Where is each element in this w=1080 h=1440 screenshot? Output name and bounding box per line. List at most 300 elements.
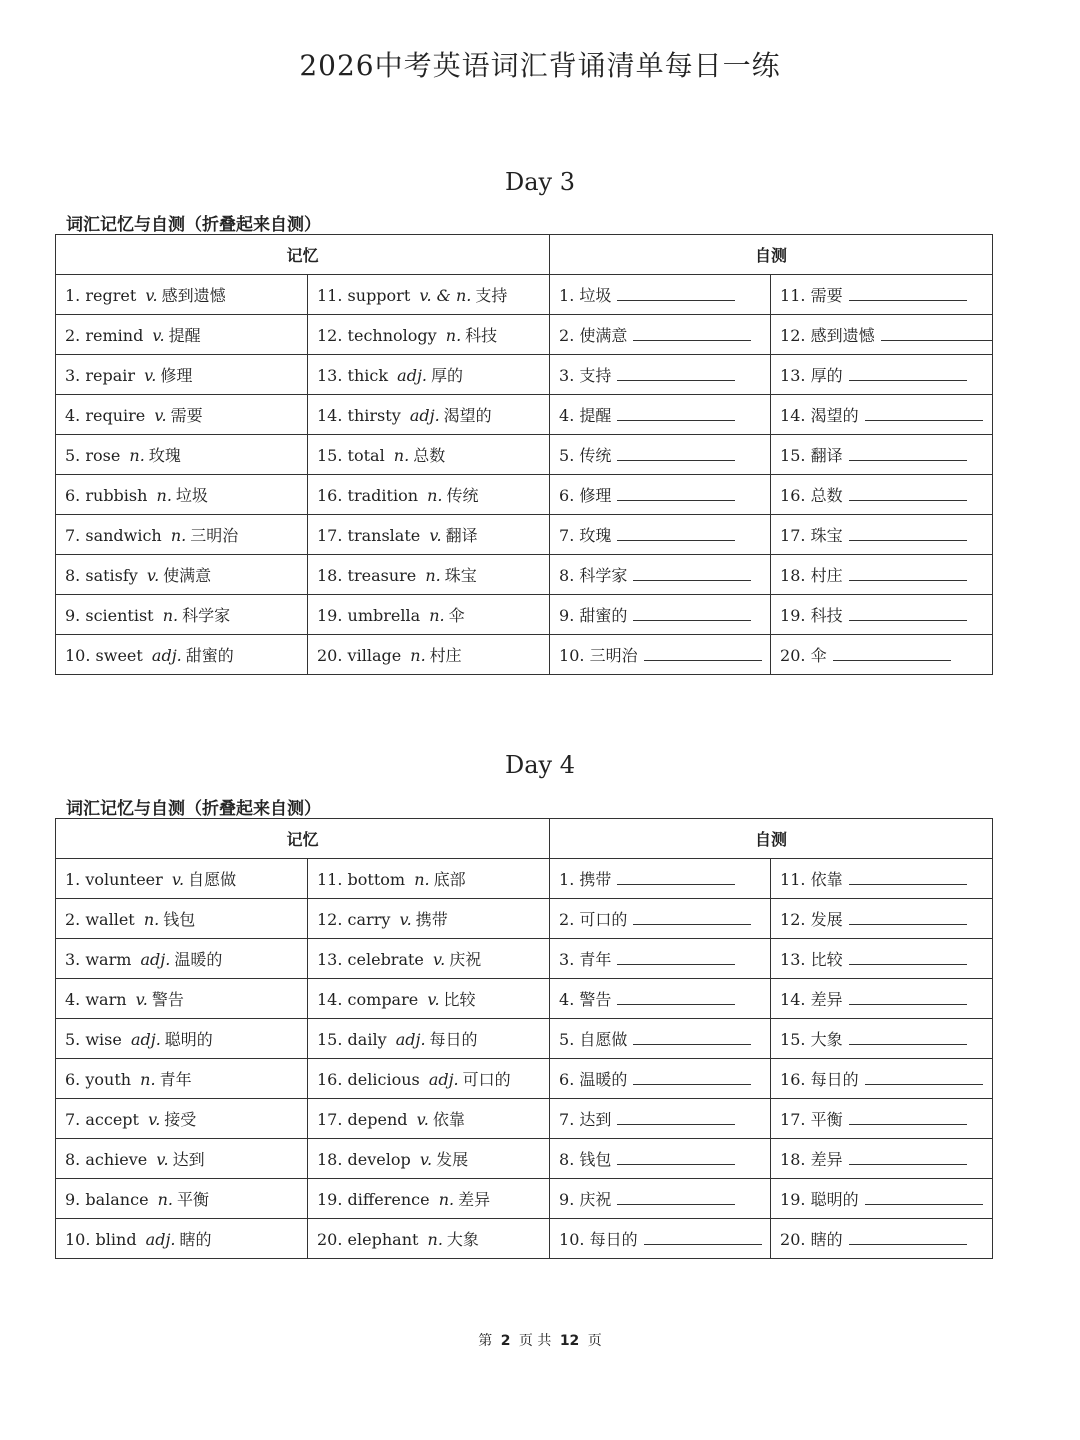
item-number: 14.	[317, 990, 343, 1009]
english-word: carry	[347, 910, 391, 929]
answer-blank[interactable]	[849, 1150, 967, 1165]
item-number: 8.	[559, 1150, 575, 1169]
item-number: 16.	[780, 486, 806, 505]
chinese-meaning: 底部	[433, 870, 466, 889]
footer-page-number: 2	[500, 1333, 511, 1349]
table-row	[56, 275, 993, 315]
item-number: 7.	[65, 1110, 81, 1129]
chinese-prompt: 携带	[579, 870, 612, 889]
chinese-meaning: 修理	[160, 366, 193, 385]
part-of-speech: n.	[445, 326, 462, 345]
english-word: total	[347, 446, 385, 465]
answer-blank[interactable]	[865, 406, 983, 421]
self-test-cell	[550, 1219, 771, 1259]
english-word: technology	[347, 326, 437, 345]
item-number: 18.	[780, 1150, 806, 1169]
memory-cell	[56, 1219, 308, 1259]
answer-blank[interactable]	[617, 950, 735, 965]
item-number: 13.	[780, 366, 806, 385]
self-test-cell	[771, 355, 993, 395]
part-of-speech: n.	[429, 606, 445, 625]
part-of-speech: v.	[148, 1110, 161, 1129]
answer-blank[interactable]	[849, 486, 967, 501]
item-number: 18.	[780, 566, 806, 585]
answer-blank[interactable]	[849, 526, 967, 541]
chinese-prompt: 感到遗憾	[810, 326, 875, 345]
part-of-speech: n.	[162, 606, 179, 625]
item-number: 9.	[65, 1190, 81, 1209]
memory-cell	[308, 475, 550, 515]
part-of-speech: v.	[135, 990, 148, 1009]
chinese-meaning: 传统	[446, 486, 479, 505]
chinese-meaning: 村庄	[429, 646, 462, 665]
english-word: bottom	[347, 870, 406, 889]
chinese-prompt: 需要	[810, 286, 843, 305]
part-of-speech: v.	[399, 910, 412, 929]
chinese-prompt: 使满意	[579, 326, 628, 345]
memory-cell	[308, 555, 550, 595]
chinese-meaning: 甜蜜的	[185, 646, 234, 665]
self-test-cell	[771, 1019, 993, 1059]
item-number: 3.	[559, 950, 575, 969]
item-number: 17.	[780, 526, 806, 545]
answer-blank[interactable]	[633, 1030, 751, 1045]
english-word: remind	[85, 326, 144, 345]
item-number: 10.	[559, 646, 585, 665]
item-number: 4.	[559, 990, 575, 1009]
self-test-cell	[550, 395, 771, 435]
chinese-meaning: 需要	[170, 406, 203, 425]
part-of-speech: n.	[414, 870, 430, 889]
self-test-cell	[771, 1179, 993, 1219]
answer-blank[interactable]	[617, 1110, 735, 1125]
self-test-cell	[771, 475, 993, 515]
item-number: 17.	[317, 1110, 343, 1129]
item-number: 7.	[559, 1110, 575, 1129]
answer-blank[interactable]	[633, 910, 751, 925]
chinese-meaning: 差异	[458, 1190, 491, 1209]
table-row	[56, 1219, 993, 1259]
memory-cell	[308, 939, 550, 979]
chinese-meaning: 使满意	[163, 566, 212, 585]
english-word: rubbish	[85, 486, 148, 505]
item-number: 20.	[317, 646, 343, 665]
item-number: 12.	[780, 326, 806, 345]
item-number: 13.	[317, 950, 343, 969]
item-number: 20.	[317, 1230, 343, 1249]
memory-cell	[56, 475, 308, 515]
chinese-meaning: 警告	[151, 990, 184, 1009]
memory-cell	[56, 1059, 308, 1099]
answer-blank[interactable]	[865, 1070, 983, 1085]
chinese-meaning: 科学家	[182, 606, 231, 625]
chinese-prompt: 三明治	[589, 646, 638, 665]
self-test-cell	[550, 1099, 771, 1139]
english-word: blind	[95, 1230, 137, 1249]
chinese-meaning: 科技	[465, 326, 498, 345]
self-test-cell	[550, 595, 771, 635]
self-test-cell	[550, 1179, 771, 1219]
english-word: treasure	[347, 566, 417, 585]
chinese-prompt: 玫瑰	[579, 526, 612, 545]
item-number: 2.	[65, 910, 81, 929]
english-word: develop	[347, 1150, 411, 1169]
item-number: 13.	[317, 366, 343, 385]
item-number: 4.	[65, 990, 81, 1009]
item-number: 9.	[65, 606, 81, 625]
item-number: 1.	[559, 286, 575, 305]
chinese-prompt: 村庄	[810, 566, 843, 585]
chinese-prompt: 翻译	[810, 446, 843, 465]
item-number: 11.	[780, 286, 806, 305]
table-row	[56, 1019, 993, 1059]
chinese-meaning: 翻译	[445, 526, 478, 545]
part-of-speech: n.	[170, 526, 187, 545]
memory-cell	[56, 315, 308, 355]
self-test-cell	[550, 315, 771, 355]
item-number: 17.	[317, 526, 343, 545]
chinese-prompt: 达到	[579, 1110, 612, 1129]
chinese-meaning: 青年	[159, 1070, 192, 1089]
chinese-prompt: 厚的	[810, 366, 843, 385]
chinese-meaning: 每日的	[429, 1030, 478, 1049]
item-number: 12.	[780, 910, 806, 929]
self-test-cell	[771, 859, 993, 899]
chinese-prompt: 每日的	[810, 1070, 859, 1089]
part-of-speech: v.	[144, 366, 157, 385]
item-number: 19.	[780, 606, 806, 625]
english-word: balance	[85, 1190, 149, 1209]
self-test-cell	[771, 275, 993, 315]
memory-cell	[56, 1099, 308, 1139]
answer-blank[interactable]	[633, 566, 751, 581]
memory-cell	[308, 635, 550, 675]
chinese-prompt: 差异	[810, 1150, 843, 1169]
answer-blank[interactable]	[617, 406, 735, 421]
table-row	[56, 315, 993, 355]
self-test-cell	[550, 555, 771, 595]
item-number: 16.	[317, 1070, 343, 1089]
item-number: 2.	[559, 910, 575, 929]
memory-cell	[308, 395, 550, 435]
table-row	[56, 859, 993, 899]
memory-cell	[308, 1179, 550, 1219]
part-of-speech: adj.	[409, 406, 440, 425]
self-test-cell	[771, 315, 993, 355]
chinese-meaning: 可口的	[462, 1070, 511, 1089]
memory-cell	[56, 1139, 308, 1179]
self-test-cell	[771, 435, 993, 475]
chinese-meaning: 伞	[448, 606, 465, 625]
chinese-prompt: 总数	[810, 486, 843, 505]
memory-cell	[308, 1019, 550, 1059]
english-word: daily	[347, 1030, 387, 1049]
page-footer	[0, 1330, 1080, 1350]
chinese-prompt: 青年	[579, 950, 612, 969]
answer-blank[interactable]	[617, 446, 735, 461]
chinese-prompt: 提醒	[579, 406, 612, 425]
part-of-speech: n.	[143, 910, 160, 929]
column-header-memory: 记忆	[56, 235, 550, 275]
answer-blank[interactable]	[617, 286, 735, 301]
item-number: 15.	[780, 1030, 806, 1049]
english-word: repair	[85, 366, 136, 385]
day-heading: Day 3	[504, 168, 575, 196]
item-number: 11.	[780, 870, 806, 889]
part-of-speech: adj.	[130, 1030, 161, 1049]
document-title: 2026中考英语词汇背诵清单每日一练	[299, 49, 781, 82]
item-number: 15.	[317, 1030, 343, 1049]
self-test-cell	[771, 939, 993, 979]
vocab-table-day4	[55, 818, 993, 1259]
self-test-cell	[771, 395, 993, 435]
part-of-speech: v. & n.	[419, 286, 472, 305]
item-number: 5.	[559, 1030, 575, 1049]
answer-blank[interactable]	[633, 606, 751, 621]
item-number: 18.	[317, 1150, 343, 1169]
memory-cell	[56, 859, 308, 899]
chinese-meaning: 厚的	[430, 366, 463, 385]
item-number: 16.	[780, 1070, 806, 1089]
part-of-speech: v.	[429, 526, 442, 545]
chinese-prompt: 钱包	[579, 1150, 612, 1169]
memory-cell	[56, 939, 308, 979]
english-word: wise	[85, 1030, 122, 1049]
chinese-meaning: 携带	[415, 910, 448, 929]
chinese-meaning: 总数	[413, 446, 446, 465]
table-row	[56, 939, 993, 979]
answer-blank[interactable]	[849, 366, 967, 381]
answer-blank[interactable]	[849, 1110, 967, 1125]
answer-blank[interactable]	[833, 646, 951, 661]
answer-blank[interactable]	[849, 606, 967, 621]
english-word: warn	[85, 990, 127, 1009]
memory-cell	[56, 635, 308, 675]
answer-blank[interactable]	[865, 1190, 983, 1205]
part-of-speech: v.	[154, 406, 167, 425]
item-number: 10.	[65, 646, 91, 665]
item-number: 16.	[317, 486, 343, 505]
english-word: achieve	[85, 1150, 148, 1169]
part-of-speech: adj.	[395, 1030, 426, 1049]
table-row	[56, 395, 993, 435]
answer-blank[interactable]	[849, 286, 967, 301]
answer-blank[interactable]	[617, 366, 735, 381]
item-number: 20.	[780, 646, 806, 665]
answer-blank[interactable]	[617, 526, 735, 541]
self-test-cell	[550, 275, 771, 315]
chinese-meaning: 支持	[475, 286, 508, 305]
english-word: village	[347, 646, 402, 665]
answer-blank[interactable]	[633, 1070, 751, 1085]
answer-blank[interactable]	[849, 950, 967, 965]
answer-blank[interactable]	[849, 1030, 967, 1045]
chinese-prompt: 修理	[579, 486, 612, 505]
self-test-cell	[771, 555, 993, 595]
answer-blank[interactable]	[881, 326, 993, 341]
chinese-meaning: 大象	[446, 1230, 479, 1249]
chinese-meaning: 达到	[172, 1150, 205, 1169]
answer-blank[interactable]	[617, 486, 735, 501]
answer-blank[interactable]	[849, 566, 967, 581]
part-of-speech: n.	[157, 1190, 174, 1209]
item-number: 12.	[317, 326, 343, 345]
item-number: 14.	[780, 990, 806, 1009]
answer-blank[interactable]	[617, 1150, 735, 1165]
item-number: 8.	[65, 1150, 81, 1169]
chinese-meaning: 依靠	[432, 1110, 465, 1129]
answer-blank[interactable]	[849, 990, 967, 1005]
item-number: 8.	[559, 566, 575, 585]
answer-blank[interactable]	[849, 446, 967, 461]
self-test-cell	[771, 979, 993, 1019]
self-test-cell	[550, 515, 771, 555]
self-test-cell	[771, 515, 993, 555]
memory-cell	[56, 1179, 308, 1219]
memory-cell	[56, 1019, 308, 1059]
memory-cell	[308, 979, 550, 1019]
part-of-speech: n.	[393, 446, 410, 465]
english-word: translate	[347, 526, 421, 545]
self-test-cell	[550, 939, 771, 979]
item-number: 10.	[559, 1230, 585, 1249]
item-number: 4.	[65, 406, 81, 425]
self-test-cell	[771, 1139, 993, 1179]
answer-blank[interactable]	[617, 1190, 735, 1205]
item-number: 1.	[65, 870, 81, 889]
english-word: difference	[347, 1190, 430, 1209]
vocab-table-day3	[55, 234, 993, 675]
self-test-cell	[550, 859, 771, 899]
memory-cell	[56, 979, 308, 1019]
english-word: accept	[85, 1110, 139, 1129]
english-word: delicious	[347, 1070, 420, 1089]
item-number: 7.	[559, 526, 575, 545]
memory-cell	[308, 275, 550, 315]
item-number: 18.	[317, 566, 343, 585]
item-number: 11.	[317, 870, 343, 889]
answer-blank[interactable]	[617, 990, 735, 1005]
item-number: 12.	[317, 910, 343, 929]
memory-cell	[56, 555, 308, 595]
memory-cell	[308, 1099, 550, 1139]
english-word: celebrate	[347, 950, 424, 969]
item-number: 17.	[780, 1110, 806, 1129]
day-heading: Day 4	[504, 751, 575, 779]
part-of-speech: adj.	[151, 646, 182, 665]
memory-cell	[308, 515, 550, 555]
item-number: 10.	[65, 1230, 91, 1249]
part-of-speech: n.	[129, 446, 145, 465]
self-test-cell	[550, 979, 771, 1019]
memory-cell	[56, 515, 308, 555]
chinese-meaning: 钱包	[163, 910, 196, 929]
item-number: 2.	[559, 326, 575, 345]
memory-cell	[56, 899, 308, 939]
memory-cell	[308, 859, 550, 899]
self-test-cell	[550, 1139, 771, 1179]
answer-blank[interactable]	[633, 326, 751, 341]
answer-blank[interactable]	[617, 870, 735, 885]
chinese-meaning: 平衡	[177, 1190, 210, 1209]
answer-blank[interactable]	[849, 1230, 967, 1245]
self-test-cell	[550, 475, 771, 515]
section-label: 词汇记忆与自测（折叠起来自测）	[66, 799, 321, 819]
item-number: 14.	[780, 406, 806, 425]
chinese-meaning: 感到遗憾	[161, 286, 226, 305]
column-header-memory: 记忆	[56, 819, 550, 859]
table-row	[56, 635, 993, 675]
answer-blank[interactable]	[644, 646, 762, 661]
item-number: 19.	[317, 1190, 343, 1209]
item-number: 3.	[65, 950, 81, 969]
chinese-meaning: 玫瑰	[148, 446, 181, 465]
answer-blank[interactable]	[849, 870, 967, 885]
self-test-cell	[771, 635, 993, 675]
part-of-speech: n.	[438, 1190, 455, 1209]
chinese-meaning: 比较	[443, 990, 476, 1009]
self-test-cell	[771, 1219, 993, 1259]
english-word: rose	[85, 446, 121, 465]
item-number: 9.	[559, 606, 575, 625]
table-row	[56, 1139, 993, 1179]
item-number: 20.	[780, 1230, 806, 1249]
answer-blank[interactable]	[849, 910, 967, 925]
memory-cell	[308, 435, 550, 475]
chinese-prompt: 庆祝	[579, 1190, 612, 1209]
table-row	[56, 1099, 993, 1139]
chinese-meaning: 自愿做	[188, 870, 237, 889]
chinese-meaning: 聪明的	[164, 1030, 213, 1049]
self-test-cell	[550, 635, 771, 675]
part-of-speech: v.	[419, 1150, 433, 1169]
self-test-cell	[550, 899, 771, 939]
english-word: regret	[85, 286, 137, 305]
english-word: volunteer	[85, 870, 163, 889]
table-row	[56, 475, 993, 515]
english-word: tradition	[347, 486, 419, 505]
chinese-meaning: 珠宝	[444, 566, 477, 585]
self-test-cell	[771, 595, 993, 635]
chinese-prompt: 珠宝	[810, 526, 843, 545]
memory-cell	[308, 899, 550, 939]
item-number: 6.	[559, 1070, 575, 1089]
chinese-prompt: 伞	[810, 646, 827, 665]
part-of-speech: n.	[427, 1230, 443, 1249]
item-number: 15.	[317, 446, 343, 465]
part-of-speech: n.	[156, 486, 172, 505]
footer-total-pages: 12	[559, 1333, 580, 1349]
item-number: 11.	[317, 286, 343, 305]
table-row	[56, 595, 993, 635]
english-word: sandwich	[85, 526, 162, 545]
english-word: wallet	[85, 910, 135, 929]
chinese-prompt: 科技	[810, 606, 843, 625]
chinese-prompt: 传统	[579, 446, 612, 465]
part-of-speech: v.	[171, 870, 185, 889]
table-row	[56, 1179, 993, 1219]
item-number: 5.	[65, 1030, 81, 1049]
chinese-prompt: 科学家	[579, 566, 628, 585]
part-of-speech: v.	[432, 950, 446, 969]
answer-blank[interactable]	[644, 1230, 762, 1245]
english-word: elephant	[347, 1230, 419, 1249]
chinese-meaning: 渴望的	[443, 406, 492, 425]
item-number: 7.	[65, 526, 81, 545]
part-of-speech: v.	[427, 990, 440, 1009]
footer-prefix: 第	[478, 1333, 493, 1349]
item-number: 9.	[559, 1190, 575, 1209]
